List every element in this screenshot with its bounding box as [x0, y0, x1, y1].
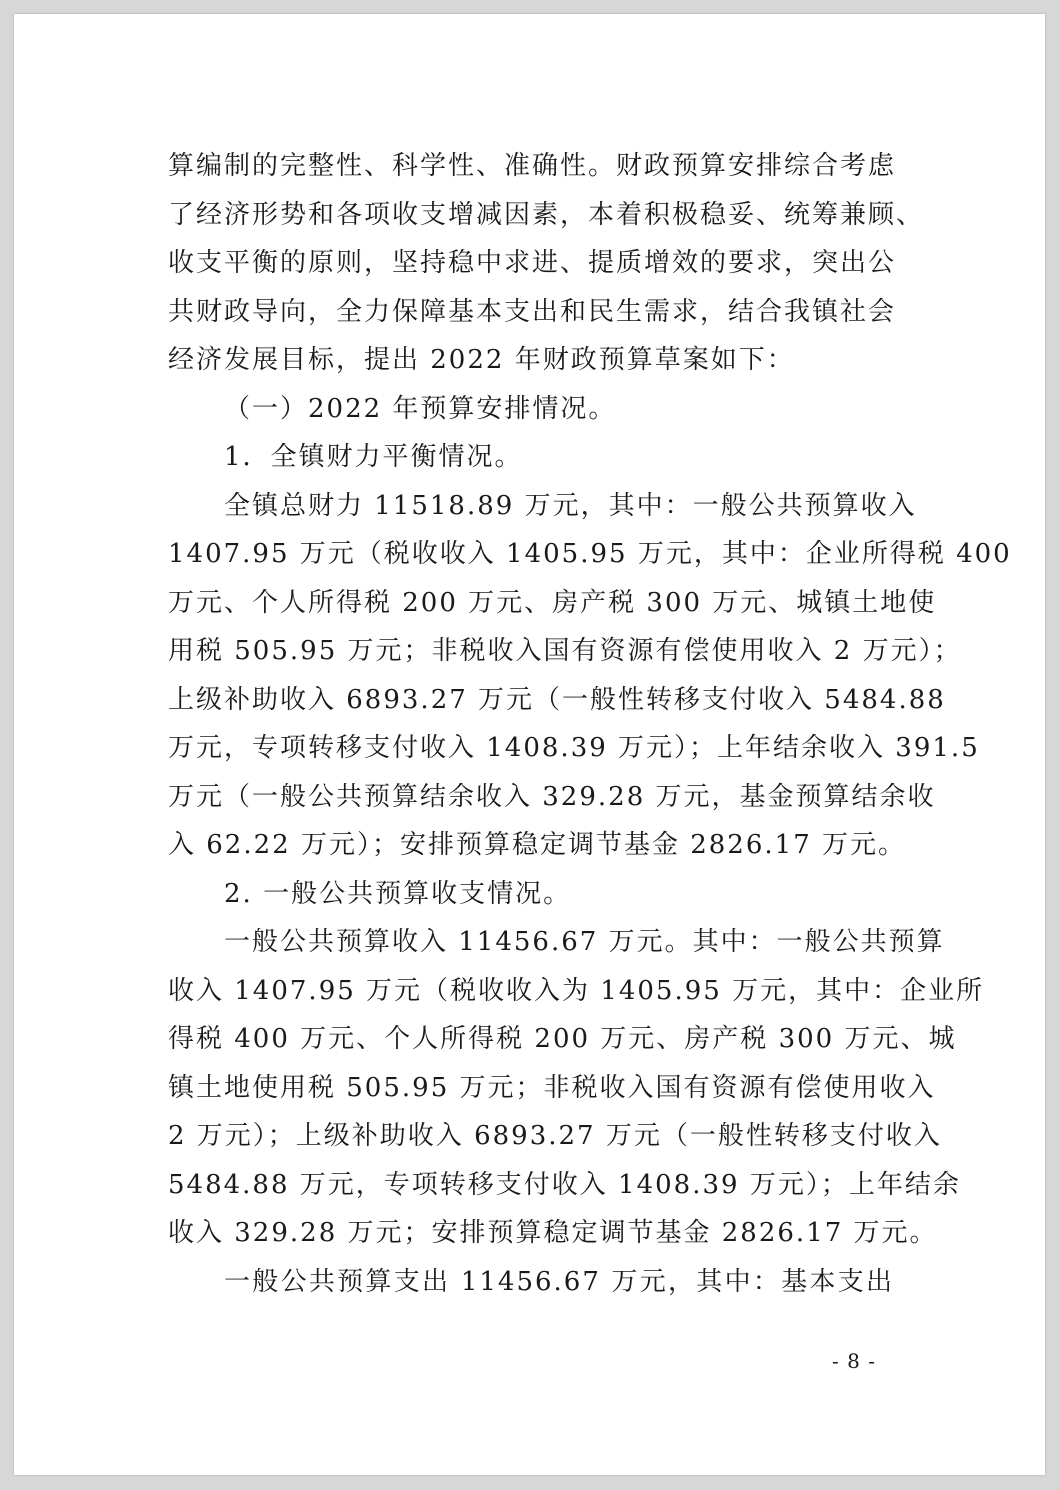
text-line: 2 万元）；上级补助收入 6893.27 万元（一般性转移支付收入: [168, 1121, 942, 1151]
text-line: 上级补助收入 6893.27 万元（一般性转移支付收入 5484.88: [168, 684, 946, 715]
text-line: 镇土地使用税 505.95 万元；非税收入国有资源有偿使用收入: [168, 1072, 936, 1103]
subsection-heading: 2. 一般公共预算收支情况。: [224, 878, 572, 909]
text-line: 一般公共预算收入 11456.67 万元。其中：一般公共预算: [224, 927, 945, 957]
text-line: 共财政导向，全力保障基本支出和民生需求，结合我镇社会: [168, 296, 897, 327]
document-page: [14, 14, 1045, 1475]
section-heading: （一）2022 年预算安排情况。: [224, 393, 617, 424]
text-line: 5484.88 万元，专项转移支付收入 1408.39 万元）；上年结余: [168, 1169, 961, 1200]
text-line: 万元，专项转移支付收入 1408.39 万元）；上年结余收入 391.5: [168, 733, 980, 763]
text-line: 入 62.22 万元）；安排预算稳定调节基金 2826.17 万元。: [168, 830, 907, 860]
text-line: 万元（一般公共预算结余收入 329.28 万元，基金预算结余收: [168, 781, 936, 812]
text-line: 全镇总财力 11518.89 万元，其中：一般公共预算收入: [224, 490, 917, 521]
text-line: 算编制的完整性、科学性、准确性。财政预算安排综合考虑: [168, 151, 897, 181]
text-line: 经济发展目标，提出 2022 年财政预算草案如下：: [168, 345, 795, 375]
text-line: 万元、个人所得税 200 万元、房产税 300 万元、城镇土地使: [168, 587, 937, 618]
text-line: 一般公共预算支出 11456.67 万元，其中：基本支出: [224, 1266, 894, 1297]
text-line: 1407.95 万元（税收收入 1405.95 万元，其中：企业所得税 400: [168, 539, 1012, 569]
text-line: 收入 329.28 万元；安排预算稳定调节基金 2826.17 万元。: [168, 1218, 938, 1248]
subsection-heading: 1．全镇财力平衡情况。: [224, 442, 523, 472]
text-line: 用税 505.95 万元；非税收入国有资源有偿使用收入 2 万元）；: [168, 636, 962, 666]
page-number: - 8 -: [832, 1349, 876, 1373]
text-line: 收入 1407.95 万元（税收收入为 1405.95 万元，其中：企业所: [168, 975, 985, 1006]
text-line: 收支平衡的原则，坚持稳中求进、提质增效的要求，突出公: [168, 248, 897, 278]
text-line: 得税 400 万元、个人所得税 200 万元、房产税 300 万元、城: [168, 1024, 957, 1054]
document-body: [168, 142, 1012, 1306]
text-line: 了经济形势和各项收支增减因素，本着积极稳妥、统筹兼顾、: [168, 199, 925, 230]
